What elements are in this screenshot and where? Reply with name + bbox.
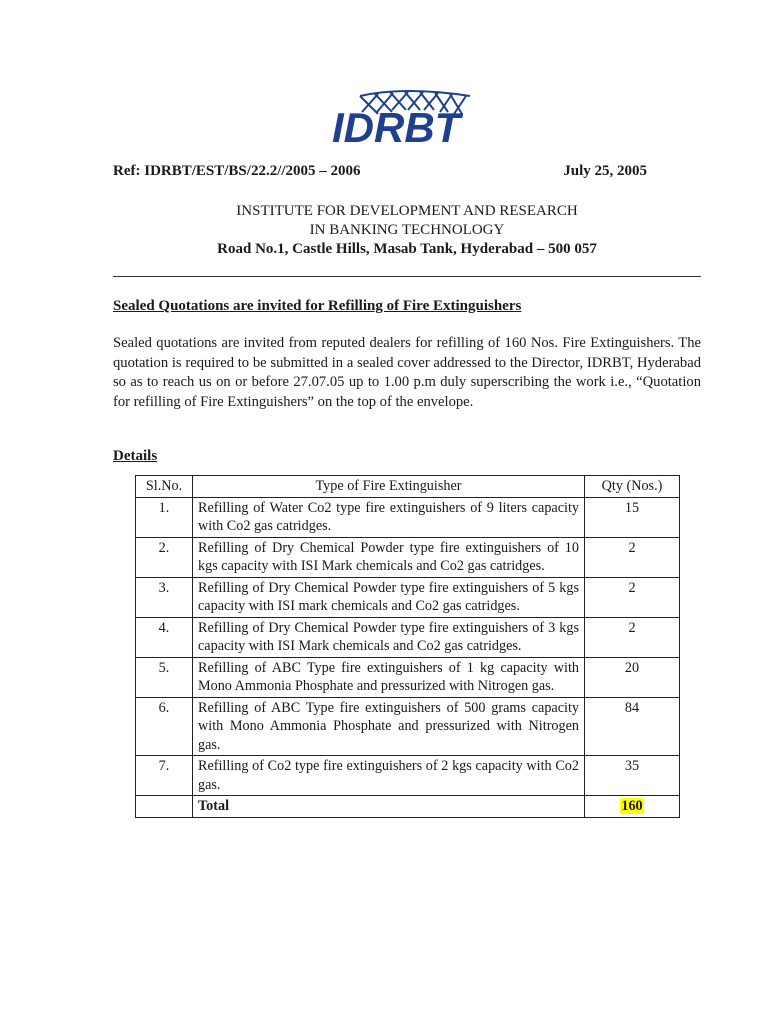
table-header-row — [136, 476, 680, 498]
institute-header — [113, 202, 701, 259]
row-slno: 7. — [136, 756, 193, 796]
row-description: Refilling of Water Co2 type fire extinguishers of 9 liters capacity with Co2 gas catridges. — [193, 497, 585, 537]
total-label: Total — [193, 796, 585, 818]
total-value: 160 — [621, 798, 643, 814]
total-value-cell — [585, 796, 680, 818]
row-qty: 2 — [585, 537, 680, 577]
table-row — [136, 497, 680, 537]
row-qty: 84 — [585, 697, 680, 756]
subject-heading: Sealed Quotations are invited for Refilling of Fire Extinguishers — [113, 298, 522, 314]
row-description: Refilling of ABC Type fire extinguishers of 500 grams capacity with Mono Ammonia Phosphate and pressurized with Nitrogen gas. — [193, 697, 585, 756]
row-description: Refilling of Co2 type fire extinguishers of 2 kgs capacity with Co2 gas. — [193, 756, 585, 796]
table-row — [136, 697, 680, 756]
divider — [113, 276, 701, 277]
row-description: Refilling of ABC Type fire extinguishers of 1 kg capacity with Mono Ammonia Phosphate and pressurized with Nitrogen gas. — [193, 657, 585, 697]
reference-number: Ref: IDRBT/EST/BS/22.2//2005 – 2006 — [113, 163, 361, 179]
row-slno: 5. — [136, 657, 193, 697]
extinguisher-table — [135, 475, 680, 818]
logo-text: IDRBT — [332, 104, 461, 148]
institute-name-line1: INSTITUTE FOR DEVELOPMENT AND RESEARCH — [236, 203, 578, 219]
details-heading: Details — [113, 448, 158, 464]
total-empty-cell — [136, 796, 193, 818]
row-slno: 2. — [136, 537, 193, 577]
letter-date: July 25, 2005 — [563, 163, 647, 179]
row-qty: 35 — [585, 756, 680, 796]
total-row — [136, 796, 680, 818]
table-row — [136, 577, 680, 617]
table-row — [136, 617, 680, 657]
row-qty: 15 — [585, 497, 680, 537]
institute-name-line2: IN BANKING TECHNOLOGY — [309, 222, 505, 238]
idrbt-logo-graphic — [330, 88, 480, 148]
row-qty: 2 — [585, 617, 680, 657]
table-row — [136, 537, 680, 577]
row-slno: 4. — [136, 617, 193, 657]
idrbt-logo — [330, 88, 480, 148]
row-slno: 6. — [136, 697, 193, 756]
row-description: Refilling of Dry Chemical Powder type fire extinguishers of 3 kgs capacity with ISI Mark chemicals and Co2 gas catridges. — [193, 617, 585, 657]
row-qty: 20 — [585, 657, 680, 697]
row-description: Refilling of Dry Chemical Powder type fire extinguishers of 5 kgs capacity with ISI mark chemicals and Co2 gas catridges. — [193, 577, 585, 617]
table-row — [136, 657, 680, 697]
body-paragraph: Sealed quotations are invited from reputed dealers for refilling of 160 Nos. Fire Extinguishers. The quotation is required to be submitted in a sealed cover addressed to the Director, IDRBT, Hyderabad so as to reach us on or before 27.07.05 up to 1.00 p.m duly superscribing the work i.e., “Quotation for refilling of Fire Extinguishers” on the top of the envelope. — [113, 335, 701, 410]
row-slno: 3. — [136, 577, 193, 617]
row-description: Refilling of Dry Chemical Powder type fire extinguishers of 10 kgs capacity with ISI Mark chemicals and Co2 gas catridges. — [193, 537, 585, 577]
table-row — [136, 756, 680, 796]
column-header-type: Type of Fire Extinguisher — [193, 476, 585, 498]
institute-address: Road No.1, Castle Hills, Masab Tank, Hyderabad – 500 057 — [217, 241, 597, 257]
column-header-slno: Sl.No. — [136, 476, 193, 498]
row-qty: 2 — [585, 577, 680, 617]
column-header-qty: Qty (Nos.) — [585, 476, 680, 498]
row-slno: 1. — [136, 497, 193, 537]
reference-row — [113, 163, 647, 180]
